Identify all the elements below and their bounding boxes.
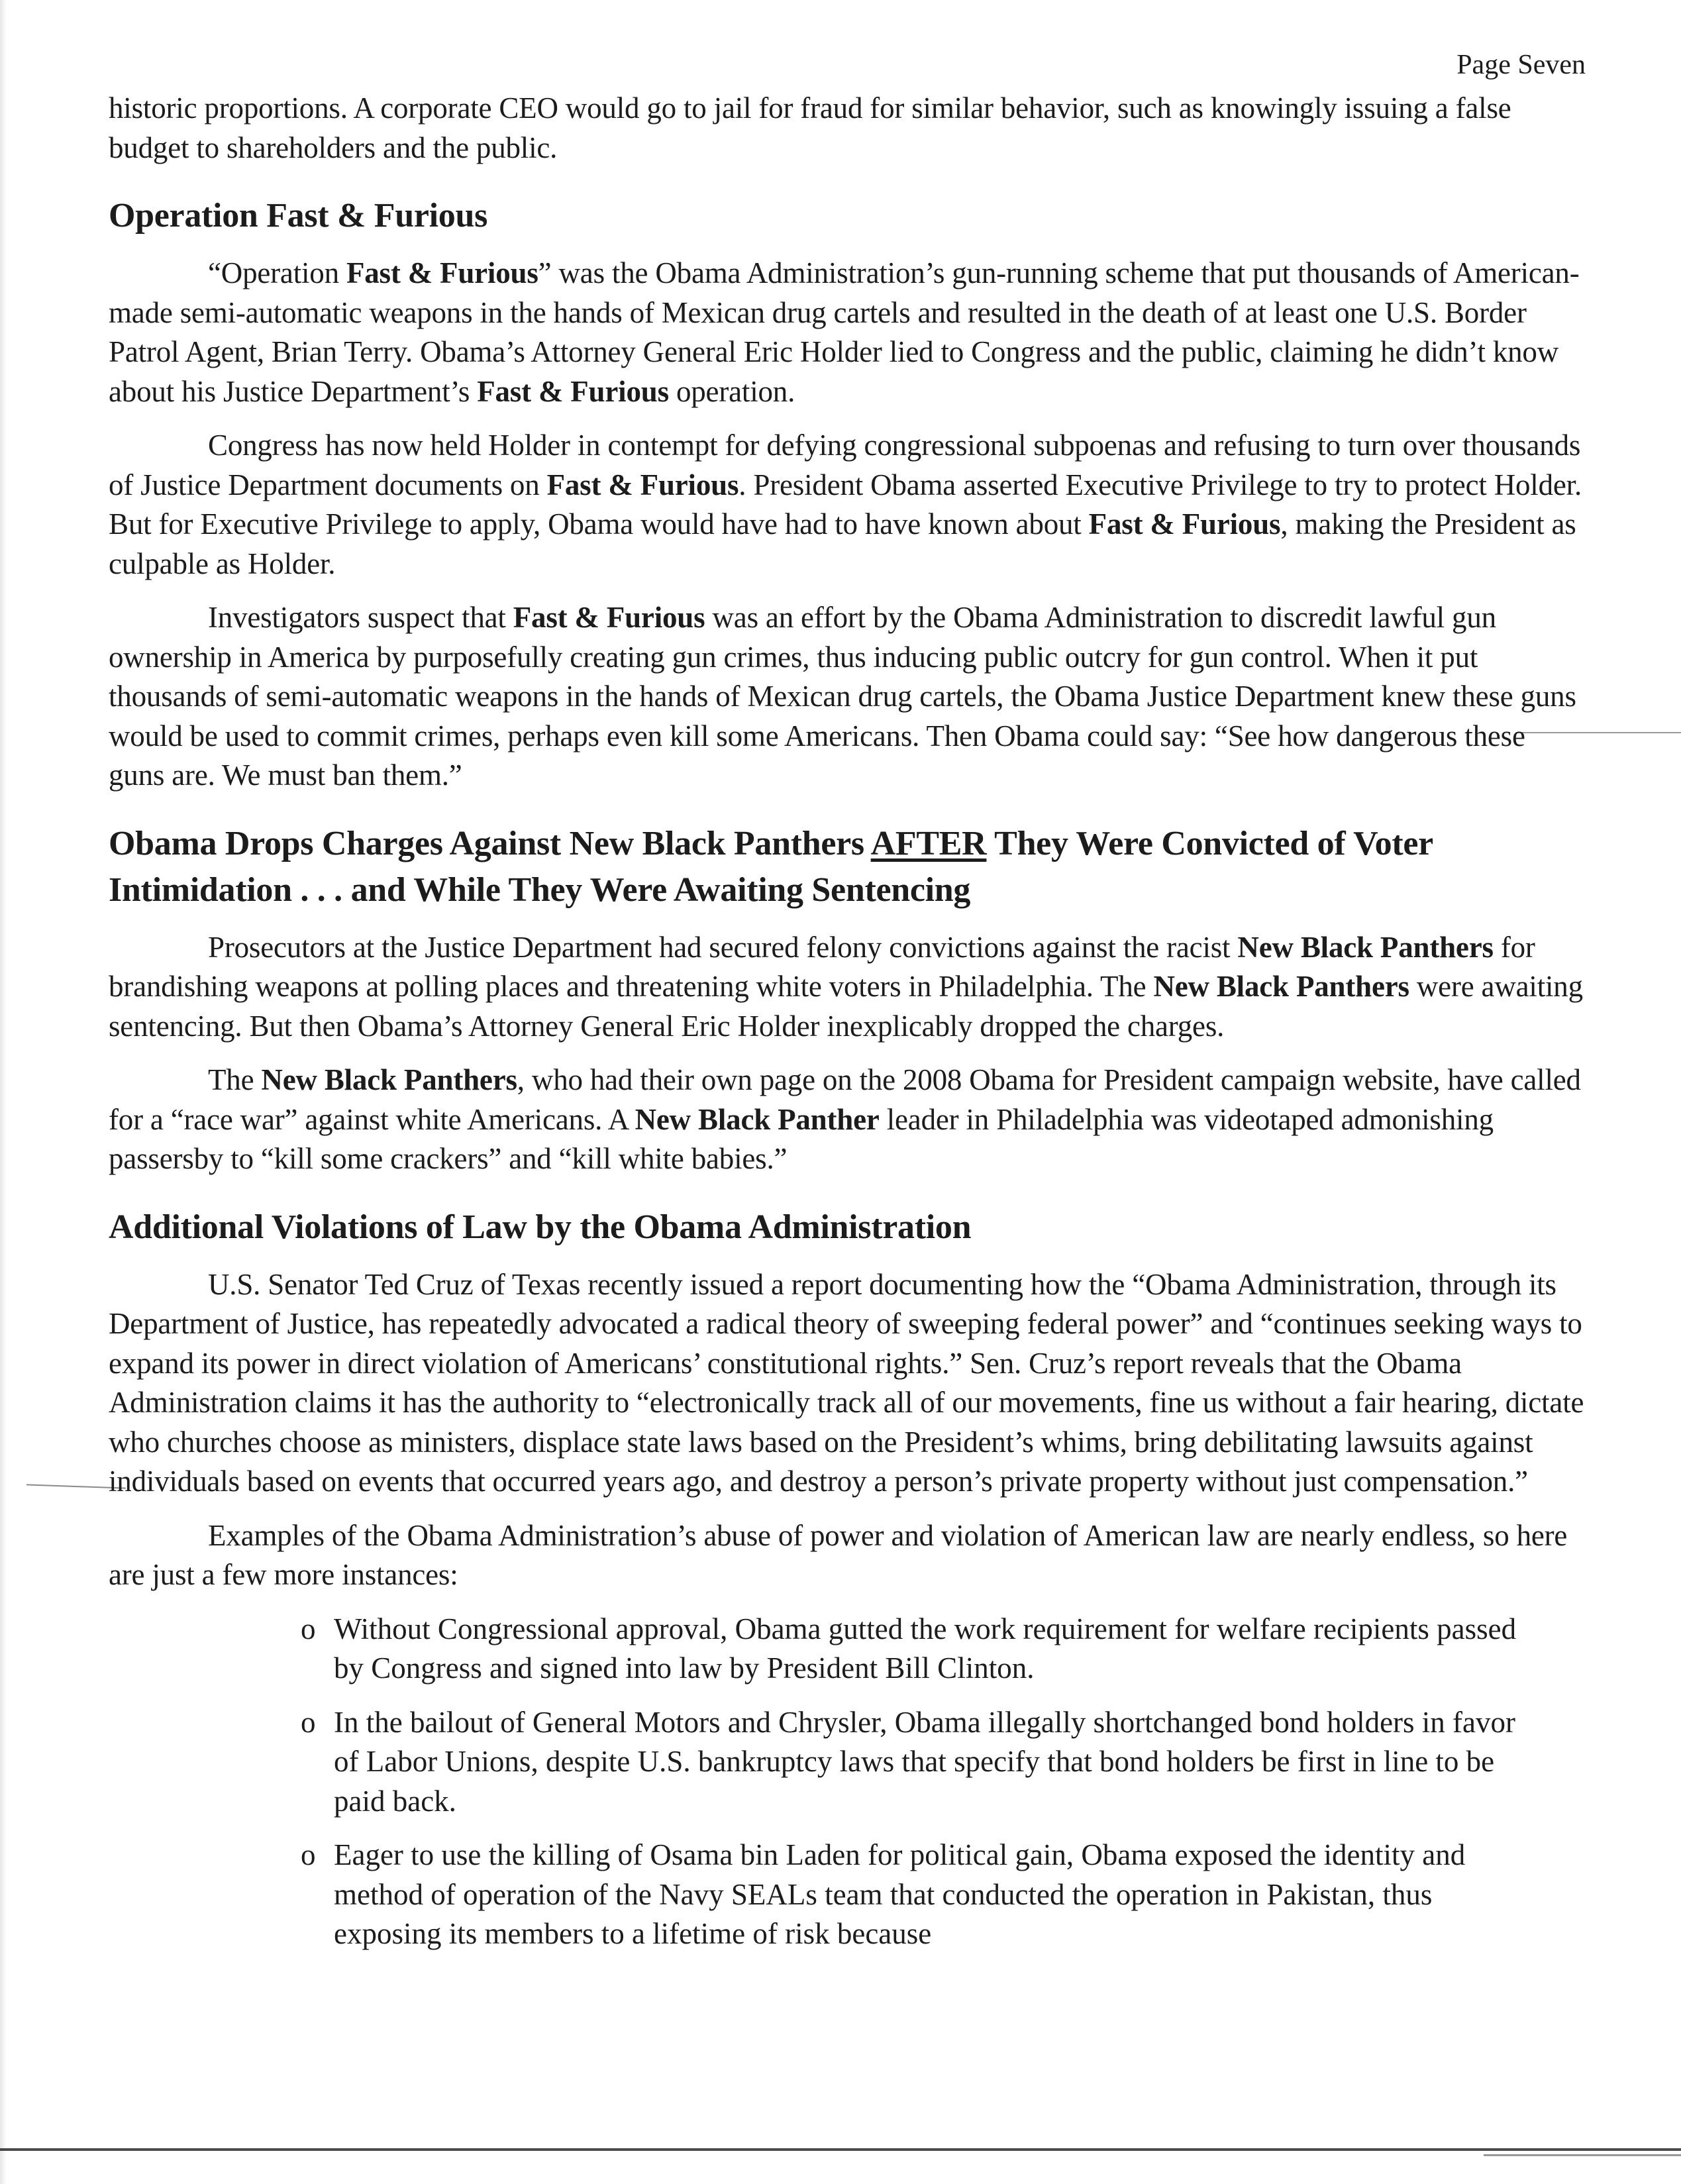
bold-term: Fast & Furious	[477, 374, 669, 408]
underlined-word: AFTER	[870, 824, 987, 862]
bold-term: Fast & Furious	[513, 601, 705, 634]
bold-term: Fast & Furious	[546, 468, 739, 501]
paragraph: Prosecutors at the Justice Department had secured felony convictions against the racist New Black Panthers for brandishing weapons at polling places and threatening white voters in Philadelphia. The New Black Panthers were awaiting sentencing. But then Obama’s Attorney General Eric Holder inexplicably dropped the charges.	[109, 930, 1583, 1043]
scan-edge	[0, 0, 7, 2184]
bold-term: Fast & Furious	[1088, 507, 1281, 541]
paragraph: The New Black Panthers, who had their own page on the 2008 Obama for President campaign website, have called for a “race war” against white Americans. A New Black Panther leader in Philadelphia was videotaped admonishing passersby to “kill some crackers” and “kill white babies.”	[109, 1063, 1581, 1175]
document-page	[109, 41, 1586, 1969]
bold-term: New Black Panthers	[1237, 930, 1494, 964]
section-heading-violations: Additional Violations of Law by the Obama Administration	[109, 1208, 972, 1246]
examples-list	[109, 1610, 1546, 1954]
section-heading-fast-furious: Operation Fast & Furious	[109, 197, 488, 234]
section-heading-panthers: Obama Drops Charges Against New Black Panthers AFTER They Were Convicted of Voter Intimidation . . . and While They Were Awaiting Sentencing	[109, 824, 1433, 909]
paragraph: Investigators suspect that Fast & Furious was an effort by the Obama Administration to discredit lawful gun ownership in America by purposefully creating gun crimes, thus inducing public outcry for gun control. When it put thousands of semi-automatic weapons in the hands of Mexican drug cartels, the Obama Justice Department knew these guns would be used to commit crimes, perhaps even kill some Americans. Then Obama could say: “See how dangerous these guns are. We must ban them.”	[109, 601, 1576, 792]
list-item: o In the bailout of General Motors and Chrysler, Obama illegally shortchanged bond holders in favor of Labor Unions, despite U.S. bankruptcy laws that specify that bond holders be first in line to be paid back.	[301, 1703, 1546, 1822]
scan-bottom-edge	[1484, 2154, 1681, 2156]
bold-term: New Black Panthers	[1153, 970, 1409, 1003]
list-item: o Eager to use the killing of Osama bin Laden for political gain, Obama exposed the identity and method of operation of the Navy SEALs team that conducted the operation in Pakistan, thus exposing its members to a lifetime of risk because	[301, 1836, 1546, 1954]
list-item: o Without Congressional approval, Obama gutted the work requirement for welfare recipients passed by Congress and signed into law by President Bill Clinton.	[301, 1610, 1546, 1689]
bold-term: New Black Panther	[635, 1102, 880, 1136]
page-number: Page Seven	[1456, 50, 1586, 80]
intro-paragraph: historic proportions. A corporate CEO would go to jail for fraud for similar behavior, such as knowingly issuing a false budget to shareholders and the public.	[109, 91, 1511, 164]
bold-term: Fast & Furious	[346, 256, 538, 289]
paragraph: Examples of the Obama Administration’s abuse of power and violation of American law are nearly endless, so here are just a few more instances:	[109, 1518, 1568, 1591]
paragraph: “Operation Fast & Furious” was the Obama Administration’s gun-running scheme that put thousands of American-made semi-automatic weapons in the hands of Mexican drug cartels and resulted in the death of at least one U.S. Border Patrol Agent, Brian Terry. Obama’s Attorney General Eric Holder lied to Congress and the public, claiming he didn’t know about his Justice Department’s Fast & Furious operation.	[109, 256, 1580, 408]
scan-bottom-edge	[0, 2148, 1681, 2151]
bullet-marker: o	[301, 1612, 316, 1645]
bullet-marker: o	[301, 1705, 316, 1739]
paragraph: U.S. Senator Ted Cruz of Texas recently issued a report documenting how the “Obama Administration, through its Department of Justice, has repeatedly advocated a radical theory of sweeping federal power” and “continues seeking ways to expand its power in direct violation of Americans’ constitutional rights.” Sen. Cruz’s report reveals that the Obama Administration claims it has the authority to “electronically track all of our movements, fine us without a fair hearing, dictate who churches choose as ministers, displace state laws based on the President’s whims, bring debilitating lawsuits against individuals based on events that occurred years ago, and destroy a person’s private property without just compensation.”	[109, 1267, 1584, 1498]
paragraph: Congress has now held Holder in contempt for defying congressional subpoenas and refusing to turn over thousands of Justice Department documents on Fast & Furious. President Obama asserted Executive Privilege to try to protect Holder. But for Executive Privilege to apply, Obama would have had to have known about Fast & Furious, making the President as culpable as Holder.	[109, 429, 1582, 580]
bold-term: New Black Panthers	[261, 1063, 517, 1096]
bullet-marker: o	[301, 1838, 316, 1871]
